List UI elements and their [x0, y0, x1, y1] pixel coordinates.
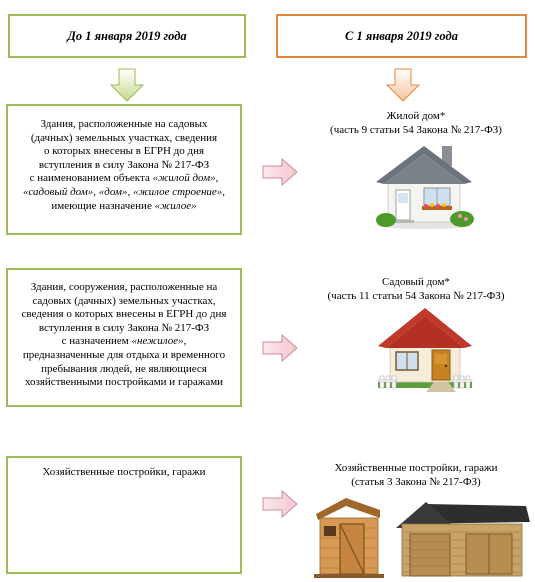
row1-line-3: о которых внесены в ЕГРН до дня — [43, 145, 205, 158]
row2-line-2: садовых (дачных) земельных участках, — [32, 294, 216, 307]
row2-target-subtitle: (часть 11 статьи 54 Закона № 217-ФЗ) — [327, 289, 505, 302]
row3-line-1: Хозяйственные постройки, гаражи — [42, 466, 206, 478]
residential-house-icon — [372, 140, 476, 230]
row1-line-5: с наименованием объекта «жилой дом», — [29, 172, 219, 185]
shed-and-garage-icon — [306, 494, 532, 580]
row2-source-box — [6, 268, 242, 407]
header-after-label: С 1 января 2019 года — [345, 28, 458, 43]
row3-target-text — [306, 462, 526, 489]
down-arrow-right-icon — [386, 68, 420, 102]
right-arrow-row2-icon — [262, 334, 298, 362]
header-before-2019 — [8, 14, 246, 58]
garage-icon — [396, 502, 530, 576]
row2-line-5: с назначением «нежилое», — [61, 335, 187, 348]
row2-target-text — [306, 276, 526, 303]
row2-line-6: предназначенные для отдыха и временного — [22, 348, 226, 361]
row1-line-1: Здания, расположенные на садовых — [40, 118, 208, 130]
down-arrow-left-icon — [110, 68, 144, 102]
row2-line-3: сведения о которых внесены в ЕГРН до дня — [21, 308, 227, 321]
header-before-label: До 1 января 2019 года — [67, 28, 187, 43]
row1-line-7: имеющие назначение «жилое» — [51, 199, 197, 212]
right-arrow-row1-icon — [262, 158, 298, 186]
row2-line-8: хозяйственными постройками и гаражами — [24, 376, 224, 389]
row1-line-6: «садовый дом», «дом», «жилое строение», — [22, 185, 226, 198]
row2-target-title: Садовый дом* — [382, 276, 450, 288]
garden-house-icon — [376, 304, 474, 394]
row1-target-text — [306, 110, 526, 137]
row1-target-subtitle: (часть 9 статьи 54 Закона № 217-ФЗ) — [330, 123, 502, 136]
row1-target-title: Жилой дом* — [386, 110, 446, 122]
row2-line-4: вступления в силу Закона № 217-ФЗ — [38, 321, 210, 334]
row1-line-2: (дачных) земельных участках, сведения — [30, 131, 218, 144]
right-arrow-row3-icon — [262, 490, 298, 518]
row1-line-4: вступления в силу Закона № 217-ФЗ — [38, 158, 210, 171]
row3-target-title: Хозяйственные постройки, гаражи — [334, 462, 498, 474]
row3-target-subtitle: (статья 3 Закона № 217-ФЗ) — [351, 475, 481, 488]
row2-line-1: Здания, сооружения, расположенные на — [30, 281, 218, 293]
shed-icon — [314, 498, 384, 578]
row2-line-7: пребывания людей, не являющиеся — [41, 362, 207, 375]
row1-source-box — [6, 104, 242, 235]
header-after-2019 — [276, 14, 527, 58]
row3-source-box — [6, 456, 242, 574]
